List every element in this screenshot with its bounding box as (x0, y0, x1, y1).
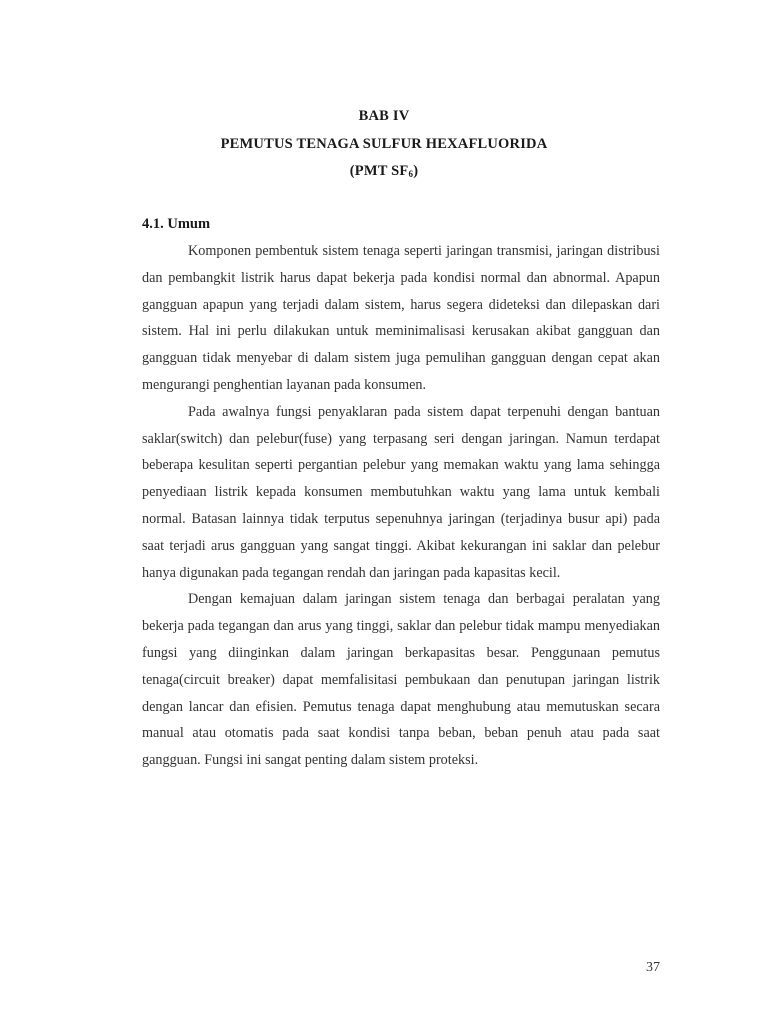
chapter-abbreviation-subscript: 6 (408, 169, 414, 179)
chapter-abbreviation (0, 163, 768, 180)
section-body (142, 238, 660, 774)
paragraph-2: Pada awalnya fungsi penyaklaran pada sistem dapat terpenuhi dengan bantuan saklar(switch) dan pelebur(fuse) yang terpasang seri dengan jaringan. Namun terdapat beberapa kesulitan seperti pergantian pelebur yang memakan waktu yang lama sehingga penyediaan listrik kepada konsumen membutuhkan waktu yang lama untuk kembali normal. Batasan lainnya tidak terputus sepenuhnya jaringan (terjadinya busur api) pada saat terjadi arus gangguan yang sangat tinggi. Akibat kekurangan ini saklar dan pelebur hanya digunakan pada tegangan rendah dan jaringan pada kapasitas kecil. (142, 403, 660, 581)
chapter-title: PEMUTUS TENAGA SULFUR HEXAFLUORIDA (220, 136, 548, 152)
paragraph-3: Dengan kemajuan dalam jaringan sistem tenaga dan berbagai peralatan yang bekerja pada tegangan dan arus yang tinggi, saklar dan pelebur tidak mampu menyediakan fungsi yang diinginkan dalam jaringan berkapasitas besar. Penggunaan pemutus tenaga(circuit breaker) dapat memfalisitasi pembukaan dan penutupan jaringan listrik dengan lancar dan efisien. Pemutus tenaga dapat menghubung atau memutuskan secara manual atau otomatis pada saat kondisi tanpa beban, beban penuh atau pada saat gangguan. Fungsi ini sangat penting dalam sistem proteksi. (142, 591, 660, 769)
chapter-number: BAB IV (358, 108, 410, 124)
paragraph-1: Komponen pembentuk sistem tenaga seperti jaringan transmisi, jaringan distribusi dan pembangkit listrik harus dapat bekerja pada kondisi normal dan abnormal. Apapun gangguan apapun yang terjadi dalam sistem, harus segera dideteksi dan dilepaskan dari sistem. Hal ini perlu dilakukan untuk meminimalisasi kerusakan akibat gangguan dan gangguan tidak menyebar di dalam sistem juga pemulihan gangguan dengan cepat akan mengurangi penghentian layanan pada konsumen. (142, 243, 660, 393)
chapter-abbreviation-prefix: (PMT SF (349, 163, 409, 179)
section-heading: 4.1. Umum (142, 216, 211, 232)
chapter-abbreviation-suffix: ) (413, 163, 419, 179)
page-number: 37 (646, 960, 660, 975)
